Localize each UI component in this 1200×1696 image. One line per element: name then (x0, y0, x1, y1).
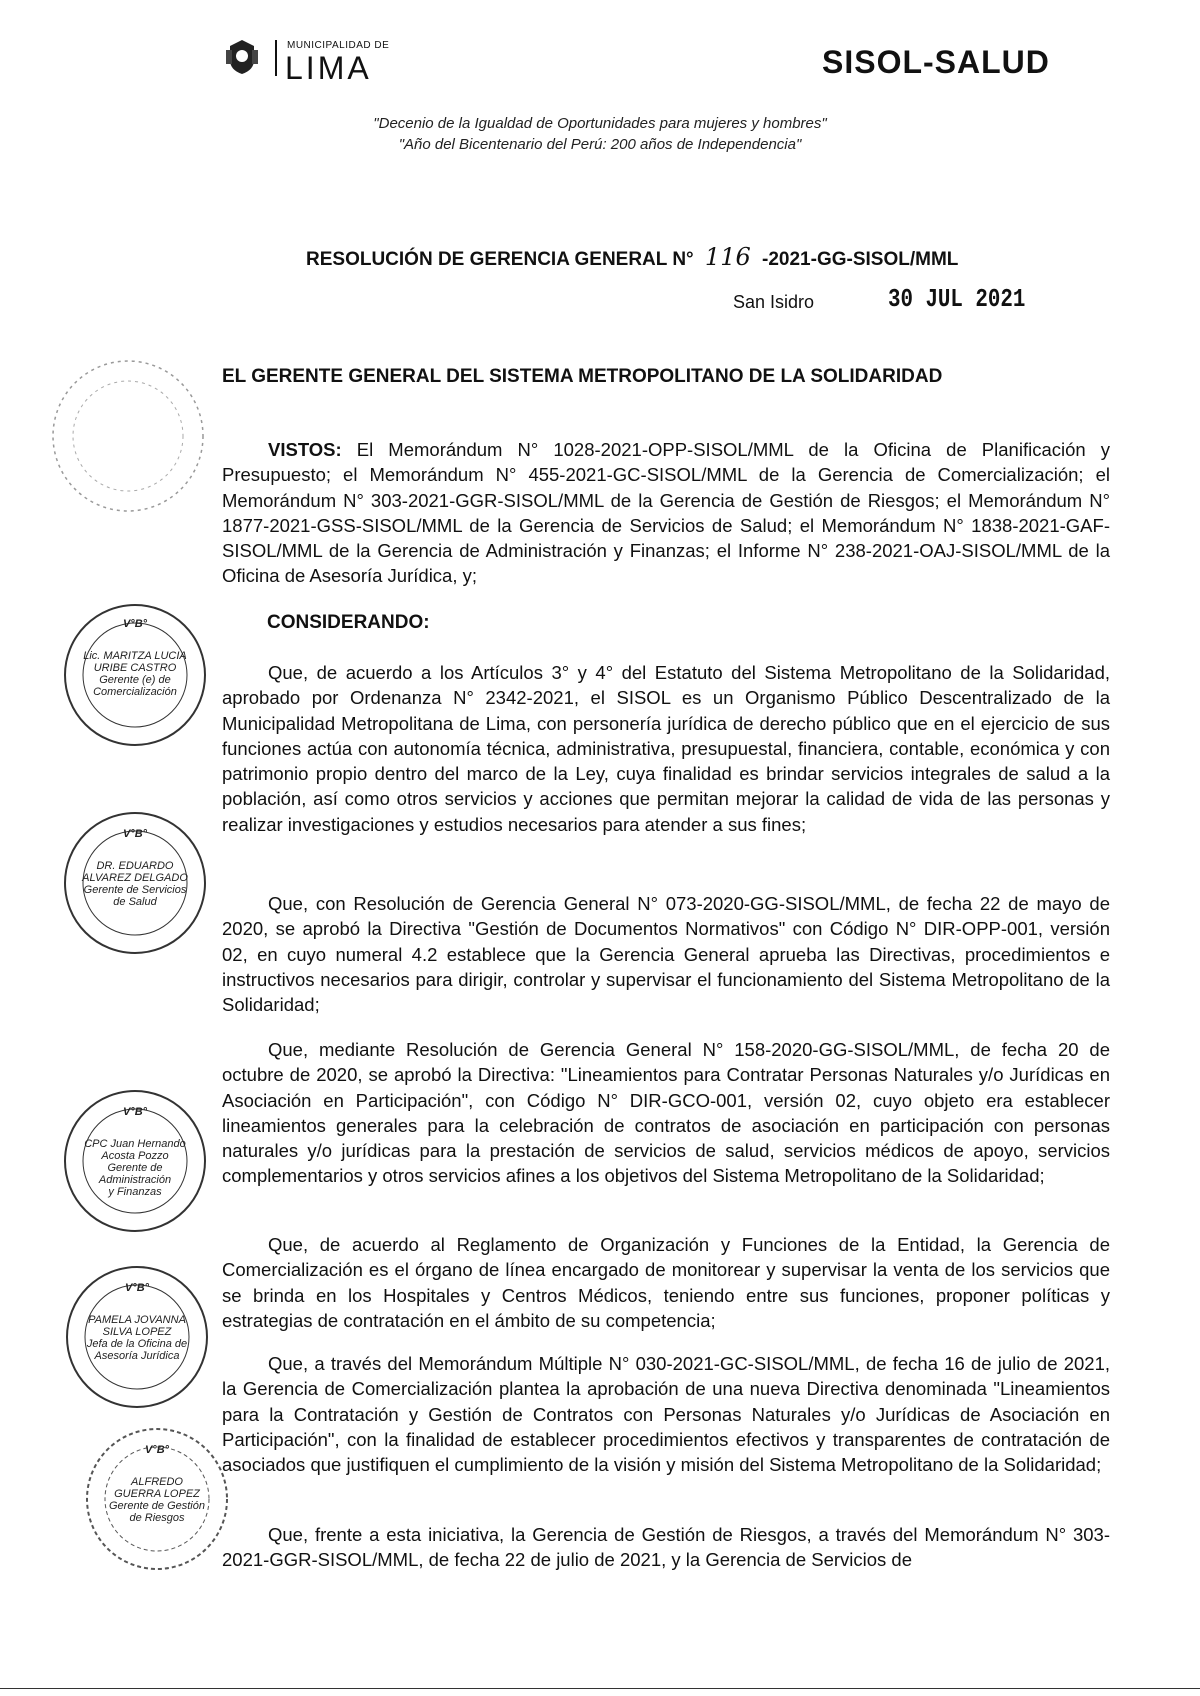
vistos-text: El Memorándum N° 1028-2021-OPP-SISOL/MML de la Oficina de Planificación y Presupuesto; el Memorándum N° 455-2021-GC-SISOL/MML de la Gerencia de Comercialización; el Memorándum N° 303-2021-GGR-SISOL/MML de la Gerencia de Gestión de Riesgos; el Memorándum N° 1877-2021-GSS-SISOL/MML de la Gerencia de Servicios de Salud; el Memorándum N° 1838-2021-GAF-SISOL/MML de la Gerencia de Administración y Finanzas; el Informe N° 238-2021-OAJ-SISOL/MML de la Oficina de Asesoría Jurídica, y; (222, 439, 1111, 587)
brand-name: SISOL-SALUD (822, 44, 1050, 80)
footer-divider (0, 1688, 1200, 1689)
stamp-vb: V°B° (124, 1282, 150, 1294)
stamp-signer: ALFREDO GUERRA LOPEZ Gerente de Gestión de Riesgos (108, 1476, 205, 1524)
resolution-prefix: RESOLUCIÓN DE GERENCIA GENERAL N° (306, 249, 694, 270)
approval-stamp (60, 600, 210, 750)
resolution-suffix: -2021-GG-SISOL/MML (762, 249, 959, 270)
approval-stamp (82, 1424, 232, 1574)
issuer-heading: EL GERENTE GENERAL DEL SISTEMA METROPOLITANO DE LA SOLIDARIDAD (222, 366, 943, 387)
paragraph: Que, a través del Memorándum Múltiple N° 030-2021-GC-SISOL/MML, de fecha 16 de julio de 2021, la Gerencia de Comercialización plantea la aprobación de una nueva Directiva denominada "Lineamientos para la Contratación y Gestión de Contratos con Personas Naturales y/o Jurídicas de Asociación en Participación", con la finalidad de establecer procedimientos efectivos y transparentes de contratación de asociados que justifiquen el cumplimiento de la visión y misión del Sistema Metropolitano de la Solidaridad; (222, 1353, 1110, 1476)
approval-stamp (60, 808, 210, 958)
approval-stamp (62, 1262, 212, 1412)
considerando-heading: CONSIDERANDO: (267, 612, 430, 633)
logo-title: LIMA (285, 50, 372, 86)
resolution-title (306, 243, 958, 271)
vistos-paragraph (222, 437, 1110, 589)
stamp-signer: Lic. MARITZA LUCIA URIBE CASTRO Gerente (e) de Comercialización (83, 650, 187, 698)
paragraph: Que, frente a esta iniciativa, la Gerencia de Gestión de Riesgos, a través del Memorándum N° 303-2021-GGR-SISOL/MML, de fecha 22 de julio de 2021, y la Gerencia de Servicios de (222, 1524, 1110, 1571)
issue-date: 30 JUL 2021 (888, 284, 1026, 314)
faded-seal-icon (48, 356, 208, 516)
resolution-number: 116 (704, 243, 751, 271)
motto-line-1: "Decenio de la Igualdad de Oportunidades para mujeres y hombres" (373, 115, 827, 132)
paragraph: Que, de acuerdo al Reglamento de Organización y Funciones de la Entidad, la Gerencia de Comercialización es el órgano de línea encargado de monitorear y supervisar la venta de los servicios que se brinda en los Hospitales y Centros Médicos, teniendo entre sus funciones, proponer políticas y estrategias de contratación en el ámbito de su competencia; (222, 1234, 1110, 1331)
logo-subtitle: MUNICIPALIDAD DE (287, 40, 390, 51)
issue-place: San Isidro (733, 292, 815, 312)
stamp-vb: V°B° (144, 1444, 170, 1456)
stamp-vb: V°B° (122, 1106, 148, 1118)
stamp-vb: V°B° (122, 618, 148, 630)
stamp-signer: CPC Juan Hernando Acosta Pozzo Gerente de Administración y Finanzas (84, 1138, 186, 1198)
paragraph: Que, con Resolución de Gerencia General N° 073-2020-GG-SISOL/MML, de fecha 22 de mayo de 2020, se aprobó la Directiva "Gestión de Documentos Normativos" con Código N° DIR-OPP-001, versión 02, en cuyo numeral 4.2 establece que la Gerencia General aprueba las Directivas, procedimientos e instructivos necesarios para dirigir, controlar y supervisar el funcionamiento del Sistema Metropolitano de la Solidaridad; (222, 893, 1110, 1016)
paragraph: Que, de acuerdo a los Artículos 3° y 4° del Estatuto del Sistema Metropolitano de la Solidaridad, aprobado por Ordenanza N° 2342-2021, el SISOL es un Organismo Público Descentralizado de la Municipalidad Metropolitana de Lima, con personería jurídica de derecho público que en el ejercicio de sus funciones actúa con autonomía técnica, administrativa, presupuestal, financiera, contable, económica y con patrimonio propio dentro del marco de la Ley, cuya finalidad es brindar servicios integrales de salud a la población, así como otros servicios y acciones que permitan mejorar la calidad de vida de las personas y realizar investigaciones y estudios necesarios para atender a sus fines; (222, 662, 1110, 835)
logo-divider (275, 40, 277, 76)
stamp-signer: PAMELA JOVANNA SILVA LOPEZ Jefa de la Oficina de Asesoría Jurídica (86, 1314, 188, 1362)
approval-stamp (60, 1086, 210, 1236)
vistos-label: VISTOS: (268, 439, 342, 460)
paragraph: Que, mediante Resolución de Gerencia General N° 158-2020-GG-SISOL/MML, de fecha 20 de octubre de 2020, se aprobó la Directiva: "Lineamientos para Contratar Personas Naturales y/o Jurídicas en Asociación en Participación", con Código N° DIR-GCO-001, versión 02, cuyo objeto era establecer lineamientos generales para la celebración de contratos de asociación en participación con personas naturales y/o jurídicas para la prestación de servicios de salud, servicios médicos de apoyo, servicios complementarios y otros servicios afines a los objetivos del Sistema Metropolitano de la Solidaridad; (222, 1039, 1110, 1187)
stamp-vb: V°B° (122, 828, 148, 840)
stamp-signer: DR. EDUARDO ALVAREZ DELGADO Gerente de Servicios de Salud (82, 860, 188, 908)
motto-line-2: "Año del Bicentenario del Perú: 200 años de Independencia" (398, 136, 802, 153)
municipal-coat-of-arms-icon (222, 36, 262, 76)
